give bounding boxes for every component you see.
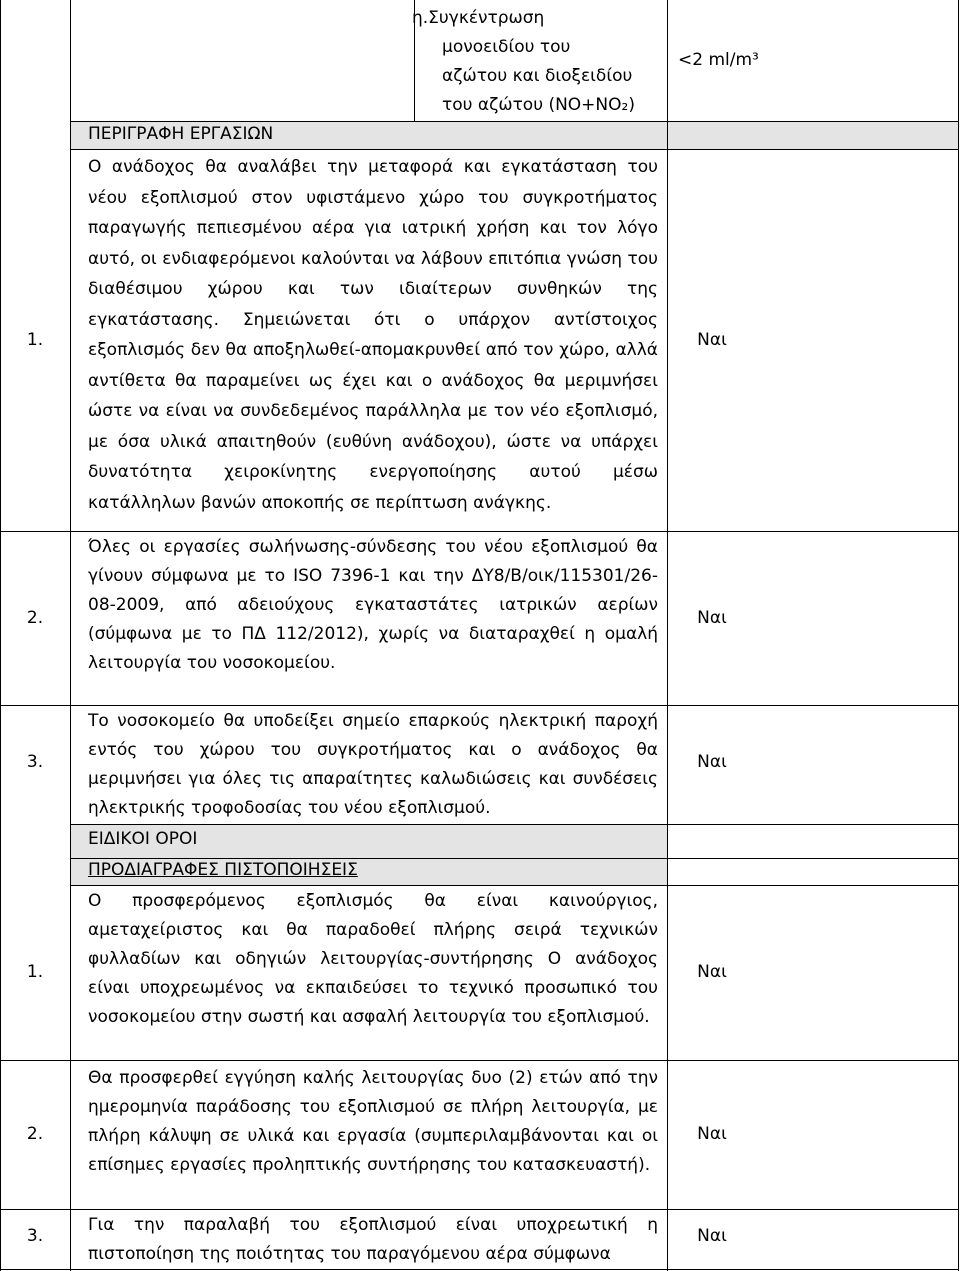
- item-description: Το νοσοκομείο θα υποδείξει σημείο επαρκούς ηλεκτρική παροχή εντός του χώρου του συγκροτήματος και ο ανάδοχος θα μεριμνήσει για όλες τις απαραίτητες καλωδιώσεις και συνδέσεις ηλεκτρικής τροφοδοσίας του νέου εξοπλισμού.: [88, 711, 658, 818]
- table-border-col2: [667, 0, 668, 1271]
- section-heading: ΕΙΔΙΚΟΙ ΟΡΟΙ: [88, 829, 198, 849]
- parameter-line: η.Συγκέντρωση: [412, 8, 545, 28]
- table-border-col1: [70, 0, 71, 1271]
- item-answer: Ναι: [697, 608, 727, 628]
- item-number: 2.: [26, 1124, 44, 1144]
- item-answer: Ναι: [697, 330, 727, 350]
- row-divider: [70, 149, 958, 150]
- row-divider: [0, 1209, 958, 1210]
- item-answer: Ναι: [697, 1124, 727, 1144]
- parameter-line: μονοειδίου του: [442, 37, 571, 57]
- parameter-name: [412, 4, 665, 120]
- item-number: 2.: [26, 608, 44, 628]
- item-answer: Ναι: [697, 962, 727, 982]
- item-number: 3.: [26, 752, 44, 772]
- row-divider: [0, 1269, 958, 1270]
- item-description: Για την παραλαβή του εξοπλισμού είναι υποχρεωτική η πιστοποίηση της ποιότητας του παραγόμενου αέρα σύμφωνα: [88, 1215, 658, 1264]
- parameter-value: <2 ml/m³: [678, 50, 759, 70]
- row-divider: [70, 121, 958, 122]
- parameter-line: του αζώτου (NO+NO₂): [442, 95, 635, 115]
- item-number: 1.: [26, 330, 44, 350]
- row-divider: [0, 705, 958, 706]
- row-divider: [70, 824, 958, 825]
- item-description: Ο προσφερόμενος εξοπλισμός θα είναι καινούργιος, αμεταχείριστος και θα παραδοθεί πλήρης σειρά τεχνικών φυλλαδίων και οδηγιών λειτουργίας-συντήρησης Ο ανάδοχος είναι υποχρεωμένος να εκπαιδεύσει το τεχνικό προσωπικό του νοσοκομείου στην σωστή και ασφαλή λειτουργία του εξοπλισμού.: [88, 891, 658, 1027]
- item-description: Ο ανάδοχος θα αναλάβει την μεταφορά και εγκατάσταση του νέου εξοπλισμού στον υφιστάμενο χώρο του συγκροτήματος παραγωγής πεπιεσμένου αέρα για ιατρική χρήση και τον λόγο αυτό, οι ενδιαφερόμενοι καλούνται να λάβουν επιτόπια γνώση του διαθέσιμου χώρου και των ιδιαίτερων συνθηκών της εγκατάστασης. Σημειώνεται ότι ο υπάρχον αντίστοιχος εξοπλισμός δεν θα αποξηλωθεί-απομακρυνθεί από τον χώρο, αλλά αντίθετα θα παραμείνει ως έχει και ο ανάδοχος θα μεριμνήσει ώστε να είναι να συνδεδεμένος παράλληλα με τον νέο εξοπλισμό, με όσα υλικά απαιτηθούν (ευθύνη ανάδοχου), ώστε να υπάρχει δυνατότητα χειροκίνητης ενεργοποίησης αυτού μέσω κατάλληλων βανών αποκοπής σε περίπτωση ανάγκης.: [88, 157, 658, 513]
- row-divider: [70, 858, 958, 859]
- item-description: Θα προσφερθεί εγγύηση καλής λειτουργίας δυο (2) ετών από την ημερομηνία παράδοσης του εξοπλισμού σε πλήρη λειτουργία, με πλήρη κάλυψη σε υλικά και εργασία (συμπεριλαμβάνονται και οι επίσημες εργασίες προληπτικής συντήρησης του κατασκευαστή).: [88, 1068, 658, 1175]
- row-divider: [70, 885, 958, 886]
- table-border-left: [0, 0, 1, 1271]
- section-heading: ΠΕΡΙΓΡΑΦΗ ΕΡΓΑΣΙΩΝ: [88, 124, 274, 144]
- item-number: 3.: [26, 1226, 44, 1246]
- item-description: Όλες οι εργασίες σωλήνωσης-σύνδεσης του νέου εξοπλισμού θα γίνουν σύμφωνα με το ISO 7396-1 και την ΔΥ8/Β/οικ/115301/26-08-2009, από αδειούχους εγκαταστάτες ιατρικών αερίων (σύμφωνα με το ΠΔ 112/2012), χωρίς να διαταραχθεί η ομαλή λειτουργία του νοσοκομείου.: [88, 537, 658, 673]
- item-answer: Ναι: [697, 1226, 727, 1246]
- row-divider: [0, 1060, 958, 1061]
- item-number: 1.: [26, 962, 44, 982]
- row-divider: [0, 531, 958, 532]
- table-border-right: [958, 0, 959, 1271]
- item-answer: Ναι: [697, 752, 727, 772]
- parameter-line: αζώτου και διοξειδίου: [442, 66, 633, 86]
- section-subheading: ΠΡΟΔΙΑΓΡΑΦΕΣ ΠΙΣΤΟΠΟΙΗΣΕΙΣ: [88, 860, 358, 880]
